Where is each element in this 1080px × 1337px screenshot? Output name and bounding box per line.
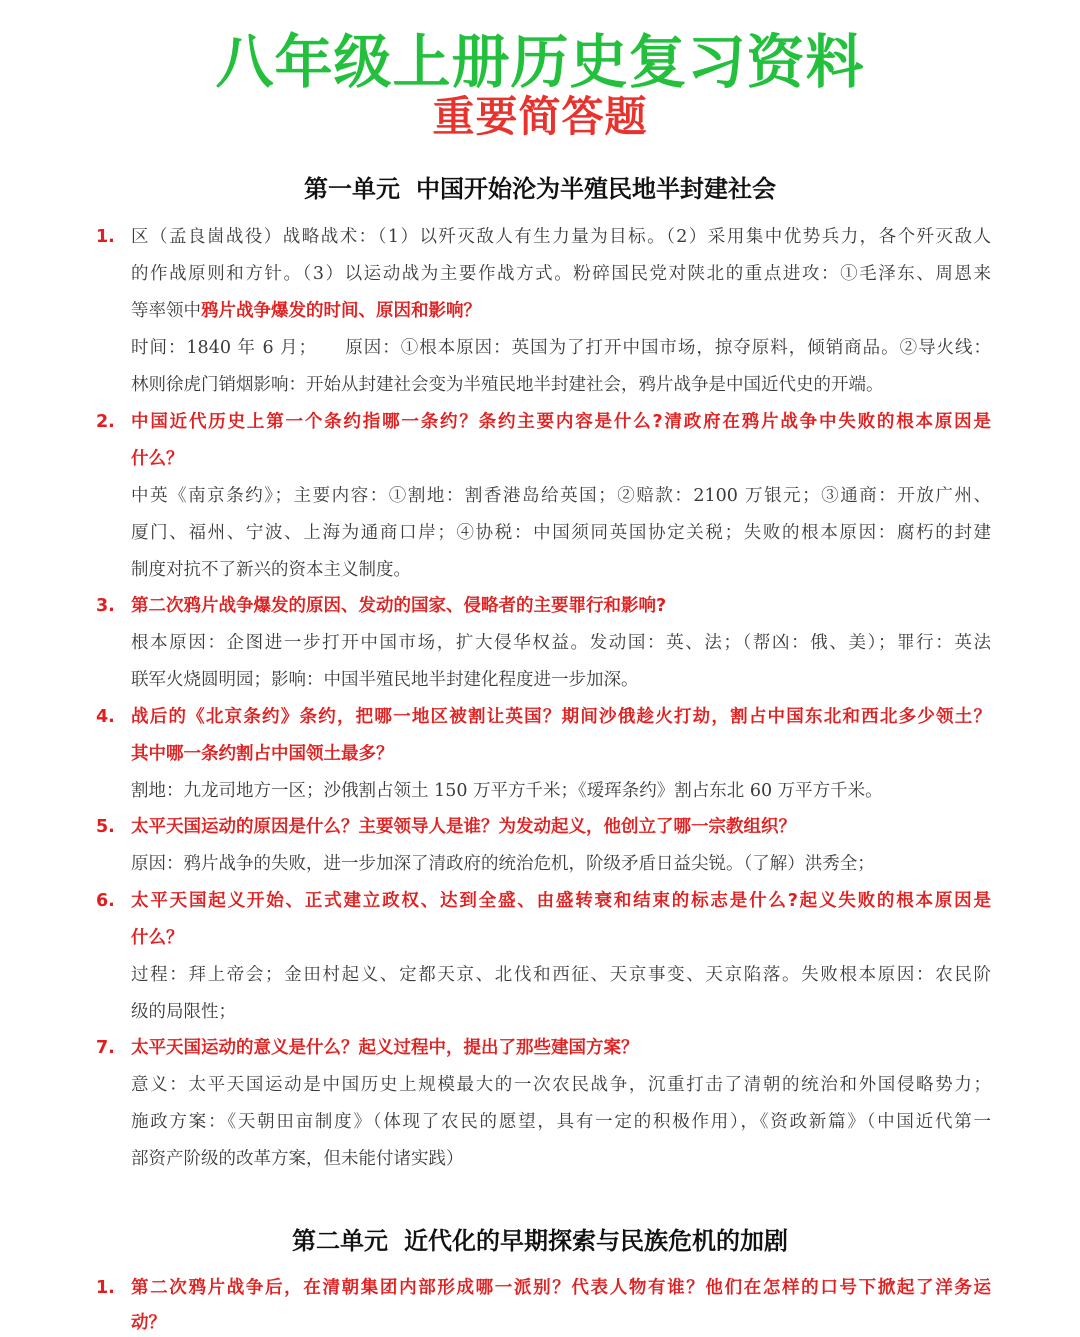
- question-line: 太平天国运动的原因是什么？主要领导人是谁？为发动起义，他创立了哪一宗教组织？: [131, 817, 796, 837]
- item-number: 5.: [96, 817, 115, 837]
- item-number: 1.: [96, 227, 115, 247]
- question-line: 什么？: [131, 928, 184, 948]
- question-line: 动？: [131, 1313, 166, 1333]
- answer-line: 原因：鸦片战争的失败，进一步加深了清政府的统治危机，阶级矛盾日益尖锐。（了解）洪秀全；: [131, 854, 875, 874]
- question-text: 鸦片战争爆发的时间、原因和影响？: [201, 301, 481, 321]
- item-number: 3.: [96, 596, 115, 616]
- document-subtitle: 重要简答题: [432, 92, 648, 141]
- answer-line: 制度对抗不了新兴的资本主义制度。: [131, 560, 411, 580]
- answer-line: 意义：太平天国运动是中国历史上规模最大的一次农民战争，沉重打击了清朝的统治和外国侵略势力；: [131, 1075, 991, 1095]
- answer-line: 级的局限性；: [131, 1002, 236, 1022]
- question-line: 太平天国起义开始、正式建立政权、达到全盛、由盛转衰和结束的标志是什么?起义失败的根本原因是: [131, 891, 991, 911]
- document-title: 八年级上册历史复习资料: [215, 28, 865, 96]
- question-line: 什么？: [131, 449, 184, 469]
- answer-line: 林则徐虎门销烟影响：开始从封建社会变为半殖民地半封建社会，鸦片战争是中国近代史的开端。: [131, 375, 884, 395]
- answer-line: 施政方案：《天朝田亩制度》（体现了农民的愿望，具有一定的积极作用），《资政新篇》（中国近代第一: [131, 1112, 991, 1132]
- answer-line: 根本原因：企图进一步打开中国市场，扩大侵华权益。发动国：英、法；（帮凶：俄、美）；罪行：英法: [131, 633, 991, 653]
- answer-line: 厦门、福州、宁波、上海为通商口岸；④协税：中国须同英国协定关税；失败的根本原因：腐朽的封建: [131, 523, 991, 543]
- answer-line: 中英《南京条约》；主要内容：①割地：割香港岛给英国；②赔款：2100 万银元；③通商：开放广州、: [131, 486, 991, 506]
- question-line: 中国近代历史上第一个条约指哪一条约？条约主要内容是什么?清政府在鸦片战争中失败的根本原因是: [131, 412, 991, 432]
- item-number: 4.: [96, 707, 115, 727]
- question-line: 第二次鸦片战争后，在清朝集团内部形成哪一派别？代表人物有谁？他们在怎样的口号下掀起了洋务运: [131, 1278, 991, 1298]
- item-text-line: 的作战原则和方针。（3）以运动战为主要作战方式。粉碎国民党对陕北的重点进攻：①毛泽东、周恩来: [131, 264, 991, 284]
- question-line: 战后的《北京条约》条约，把哪一地区被割让英国？期间沙俄趁火打劫，割占中国东北和西北多少领土？: [131, 707, 991, 727]
- item-number: 7.: [96, 1038, 115, 1058]
- answer-line: 割地：九龙司地方一区；沙俄割占领土 150 万平方千米；《瑷珲条约》割占东北 60 万平方千米。: [131, 781, 883, 801]
- unit-label: 第二单元: [292, 1227, 388, 1255]
- item-number: 1.: [96, 1278, 115, 1298]
- item-number: 6.: [96, 891, 115, 911]
- unit-label: 第一单元: [304, 175, 400, 203]
- answer-line: 时间：1840 年 6 月； 原因：①根本原因：英国为了打开中国市场，掠夺原料，倾销商品。②导火线：: [131, 338, 991, 358]
- question-line: 第二次鸦片战争爆发的原因、发动的国家、侵略者的主要罪行和影响?: [131, 596, 667, 616]
- unit-heading-2: [0, 1226, 1080, 1256]
- answer-line: 过程：拜上帝会；金田村起义、定都天京、北伐和西征、天京事变、天京陷落。失败根本原因：农民阶: [131, 965, 991, 985]
- unit-name: 中国开始沦为半殖民地半封建社会: [416, 175, 776, 203]
- item-text-line: 区（孟良崮战役）战略战术：（1）以歼灭敌人有生力量为目标。（2）采用集中优势兵力，各个歼灭敌人: [131, 227, 991, 247]
- item-text-line: [131, 298, 991, 324]
- answer-line: 联军火烧圆明园；影响：中国半殖民地半封建化程度进一步加深。: [131, 670, 639, 690]
- item-number: 2.: [96, 412, 115, 432]
- lead-in-text: 等率领中: [131, 301, 201, 321]
- unit-name: 近代化的早期探索与民族危机的加剧: [404, 1227, 788, 1255]
- question-line: 太平天国运动的意义是什么？起义过程中，提出了那些建国方案？: [131, 1038, 639, 1058]
- question-line: 其中哪一条约割占中国领土最多？: [131, 744, 394, 764]
- unit-heading-1: [0, 174, 1080, 204]
- answer-line: 部资产阶级的改革方案，但未能付诸实践）: [131, 1149, 464, 1169]
